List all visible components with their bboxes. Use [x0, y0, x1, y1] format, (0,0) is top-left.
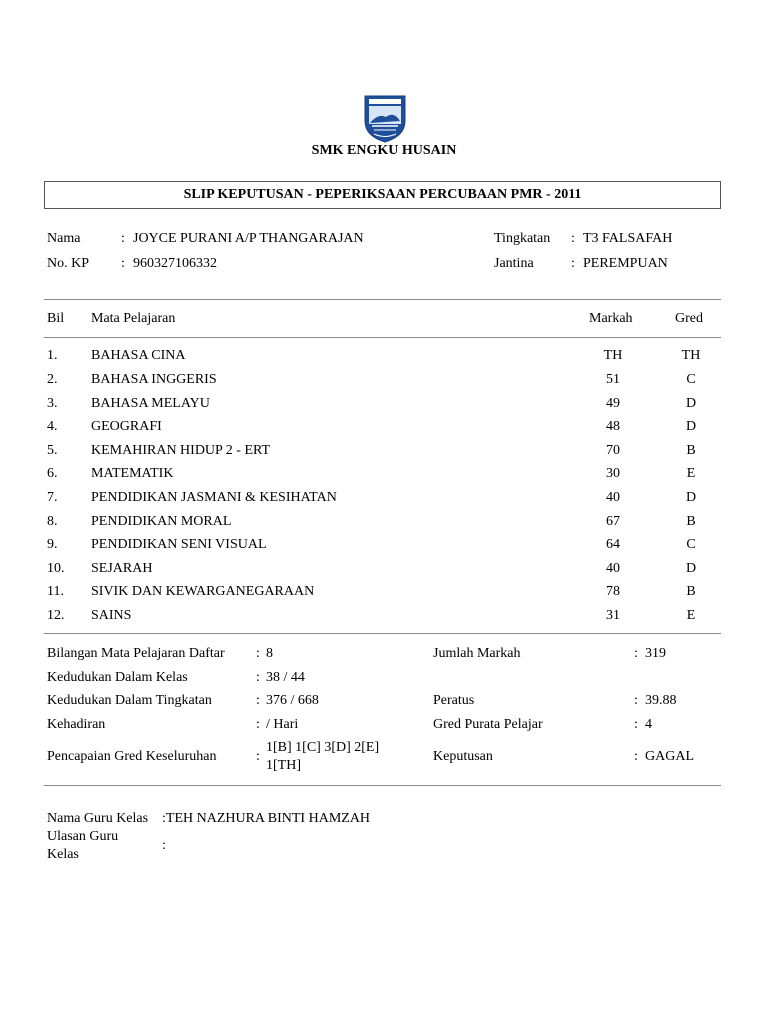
peratus-value: 39.88: [645, 693, 677, 708]
row-bil: 12.: [47, 608, 65, 623]
col-gred-header: Gred: [675, 311, 703, 326]
row-markah: 49: [606, 396, 620, 411]
pencapaian-colon: :: [256, 749, 260, 764]
jumlah-value: 319: [645, 646, 666, 661]
kp-colon: :: [121, 256, 125, 271]
row-markah: 48: [606, 419, 620, 434]
row-subject: BAHASA INGGERIS: [91, 372, 217, 387]
peratus-label: Peratus: [433, 693, 475, 708]
row-markah: 70: [606, 443, 620, 458]
row-markah: 40: [606, 490, 620, 505]
row-subject: KEMAHIRAN HIDUP 2 - ERT: [91, 443, 271, 458]
row-gred: C: [686, 372, 696, 387]
divider: [44, 785, 721, 786]
row-bil: 6.: [47, 466, 58, 481]
row-subject: SAINS: [91, 608, 132, 623]
jantina-value: PEREMPUAN: [583, 256, 668, 271]
purata-value: 4: [645, 717, 652, 732]
row-markah: 31: [606, 608, 620, 623]
purata-label: Gred Purata Pelajar: [433, 717, 543, 732]
row-markah: 64: [606, 537, 620, 552]
school-logo-icon: [360, 93, 410, 143]
jumlah-colon: :: [634, 646, 638, 661]
tingkatan-colon: :: [571, 231, 575, 246]
col-subject-header: Mata Pelajaran: [91, 311, 176, 326]
ulasan-label-line1: Ulasan Guru: [47, 829, 119, 844]
tingkatan-pos-colon: :: [256, 693, 260, 708]
ulasan-value: :: [162, 838, 166, 853]
purata-colon: :: [634, 717, 638, 732]
row-bil: 11.: [47, 584, 64, 599]
divider: [44, 337, 721, 338]
row-gred: B: [686, 514, 696, 529]
nama-value: JOYCE PURANI A/P THANGARAJAN: [133, 231, 364, 246]
keputusan-label: Keputusan: [433, 749, 493, 764]
row-subject: GEOGRAFI: [91, 419, 162, 434]
bilangan-label: Bilangan Mata Pelajaran Daftar: [47, 646, 225, 661]
nama-colon: :: [121, 231, 125, 246]
row-gred: D: [685, 419, 697, 434]
row-markah: 78: [606, 584, 620, 599]
row-gred: E: [686, 466, 696, 481]
row-gred: D: [685, 396, 697, 411]
tingkatan-label: Tingkatan: [494, 231, 551, 246]
row-markah: 67: [606, 514, 620, 529]
keputusan-value: GAGAL: [645, 749, 694, 764]
row-bil: 1.: [47, 348, 58, 363]
pencapaian-value-line2: 1[TH]: [266, 758, 301, 773]
pencapaian-value-line1: 1[B] 1[C] 3[D] 2[E]: [266, 740, 380, 755]
divider: [44, 633, 721, 634]
jantina-colon: :: [571, 256, 575, 271]
row-bil: 3.: [47, 396, 58, 411]
divider: [44, 299, 721, 300]
row-subject: BAHASA CINA: [91, 348, 186, 363]
kp-value: 960327106332: [133, 256, 217, 271]
keputusan-colon: :: [634, 749, 638, 764]
jumlah-label: Jumlah Markah: [433, 646, 521, 661]
row-gred: D: [685, 561, 697, 576]
row-bil: 7.: [47, 490, 58, 505]
row-gred: C: [686, 537, 696, 552]
kehadiran-colon: :: [256, 717, 260, 732]
kelas-colon: :: [256, 670, 260, 685]
row-bil: 10.: [47, 561, 65, 576]
col-bil-header: Bil: [47, 311, 65, 326]
nama-label: Nama: [47, 231, 81, 246]
row-bil: 5.: [47, 443, 58, 458]
row-gred: D: [685, 490, 697, 505]
row-markah: TH: [603, 348, 623, 363]
kelas-value: 38 / 44: [266, 670, 305, 685]
row-bil: 4.: [47, 419, 58, 434]
school-name: SMK ENGKU HUSAIN: [311, 143, 457, 158]
pencapaian-label: Pencapaian Gred Keseluruhan: [47, 749, 217, 764]
peratus-colon: :: [634, 693, 638, 708]
row-gred: E: [686, 608, 696, 623]
row-markah: 51: [606, 372, 620, 387]
tingkatan-pos-label: Kedudukan Dalam Tingkatan: [47, 693, 212, 708]
row-gred: TH: [681, 348, 701, 363]
kp-label: No. KP: [47, 256, 90, 271]
row-subject: PENDIDIKAN MORAL: [91, 514, 232, 529]
row-bil: 8.: [47, 514, 58, 529]
row-gred: B: [686, 443, 696, 458]
bilangan-colon: :: [256, 646, 260, 661]
kelas-label: Kedudukan Dalam Kelas: [47, 670, 188, 685]
row-markah: 40: [606, 561, 620, 576]
row-subject: PENDIDIKAN JASMANI & KESIHATAN: [91, 490, 337, 505]
bilangan-value: 8: [266, 646, 273, 661]
tingkatan-pos-value: 376 / 668: [266, 693, 319, 708]
kehadiran-label: Kehadiran: [47, 717, 106, 732]
slip-title: SLIP KEPUTUSAN - PEPERIKSAAN PERCUBAAN PMR - 2011: [44, 181, 721, 209]
row-markah: 30: [606, 466, 620, 481]
row-bil: 2.: [47, 372, 58, 387]
ulasan-label-line2: Kelas: [47, 847, 79, 862]
row-subject: BAHASA MELAYU: [91, 396, 210, 411]
row-subject: PENDIDIKAN SENI VISUAL: [91, 537, 267, 552]
guru-label: Nama Guru Kelas: [47, 811, 149, 826]
guru-value: :TEH NAZHURA BINTI HAMZAH: [162, 811, 371, 826]
jantina-label: Jantina: [494, 256, 534, 271]
row-subject: SEJARAH: [91, 561, 153, 576]
kehadiran-value: / Hari: [266, 717, 299, 732]
col-markah-header: Markah: [589, 311, 633, 326]
row-subject: MATEMATIK: [91, 466, 174, 481]
row-gred: B: [686, 584, 696, 599]
row-subject: SIVIK DAN KEWARGANEGARAAN: [91, 584, 315, 599]
row-bil: 9.: [47, 537, 58, 552]
tingkatan-value: T3 FALSAFAH: [583, 231, 673, 246]
